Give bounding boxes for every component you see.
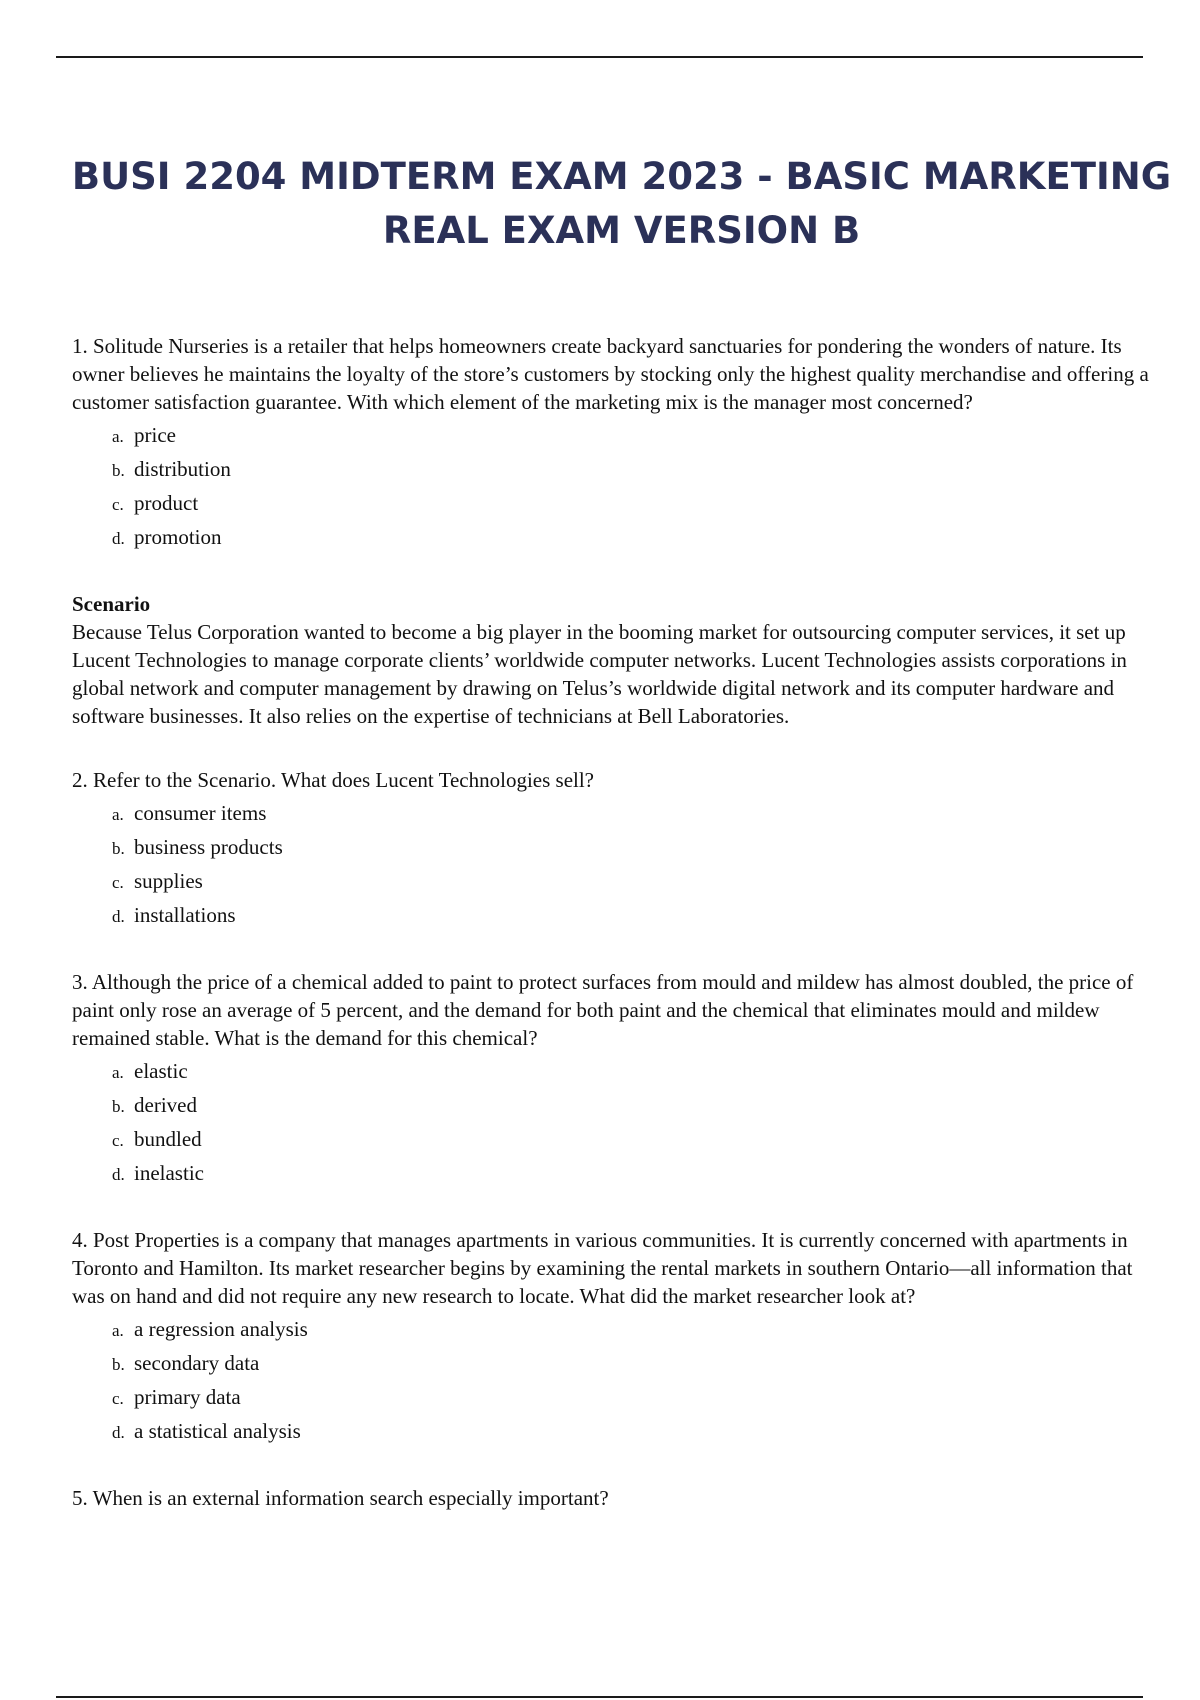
question-4: [72, 1226, 1162, 1448]
question-stem: 3. Although the price of a chemical added to paint to protect surfaces from mould and mildew has almost doubled, the price of paint only rose an average of 5 percent, and the demand for both paint and the chemical that eliminates mould and mildew remained stable. What is the demand for this chemical?: [72, 970, 1134, 1050]
question-stem: 4. Post Properties is a company that manages apartments in various communities. It is currently concerned with apartments in Toronto and Hamilton. Its market researcher begins by examining the rental markets in southern Ontario—all information that was on hand and did not require any new research to locate. What did the market researcher look at?: [72, 1228, 1133, 1308]
question-stem: 2. Refer to the Scenario. What does Lucent Technologies sell?: [72, 768, 595, 792]
answer-option: [112, 520, 1162, 554]
answer-options: [72, 1054, 1162, 1190]
option-letter: d.: [112, 907, 125, 926]
option-text: consumer items: [134, 801, 267, 825]
answer-option: [112, 1156, 1162, 1190]
question-stem: 5. When is an external information search especially important?: [72, 1486, 609, 1510]
option-text: product: [134, 491, 199, 515]
option-letter: b.: [112, 461, 125, 480]
answer-option: [112, 418, 1162, 452]
answer-option: [112, 830, 1162, 864]
option-text: elastic: [134, 1059, 188, 1083]
option-letter: a.: [112, 427, 124, 446]
option-letter: d.: [112, 1423, 125, 1442]
option-text: supplies: [134, 869, 203, 893]
option-letter: c.: [112, 1131, 124, 1150]
option-letter: b.: [112, 1355, 125, 1374]
option-letter: a.: [112, 1063, 124, 1082]
answer-option: [112, 1380, 1162, 1414]
footer-rule: [56, 1696, 1143, 1698]
answer-option: [112, 1346, 1162, 1380]
option-text: installations: [134, 903, 236, 927]
option-letter: c.: [112, 1389, 124, 1408]
answer-option: [112, 1088, 1162, 1122]
question-3: [72, 968, 1162, 1190]
option-text: a regression analysis: [134, 1317, 308, 1341]
option-text: secondary data: [134, 1351, 260, 1375]
option-text: derived: [134, 1093, 197, 1117]
exam-content: [72, 332, 1162, 1548]
page-title: [0, 150, 1200, 258]
option-letter: a.: [112, 805, 124, 824]
option-letter: b.: [112, 1097, 125, 1116]
answer-option: [112, 1122, 1162, 1156]
option-letter: c.: [112, 873, 124, 892]
answer-options: [72, 796, 1162, 932]
answer-option: [112, 1054, 1162, 1088]
option-text: inelastic: [134, 1161, 204, 1185]
question-5: [72, 1484, 1162, 1512]
answer-options: [72, 1312, 1162, 1448]
answer-options: [72, 418, 1162, 554]
option-text: bundled: [134, 1127, 202, 1151]
option-letter: d.: [112, 1165, 125, 1184]
option-text: price: [134, 423, 176, 447]
answer-option: [112, 864, 1162, 898]
title-line-1: BUSI 2204 MIDTERM EXAM 2023 - BASIC MARKETING: [71, 155, 1172, 198]
option-letter: c.: [112, 495, 124, 514]
option-text: promotion: [134, 525, 222, 549]
option-letter: b.: [112, 839, 125, 858]
question-1: [72, 332, 1162, 554]
option-text: business products: [134, 835, 283, 859]
option-text: a statistical analysis: [134, 1419, 301, 1443]
header-rule: [56, 56, 1143, 58]
question-2: [72, 766, 1162, 932]
option-text: distribution: [134, 457, 231, 481]
scenario: [72, 590, 1162, 730]
answer-option: [112, 452, 1162, 486]
scenario-heading: Scenario: [72, 592, 151, 616]
answer-option: [112, 796, 1162, 830]
option-letter: a.: [112, 1321, 124, 1340]
answer-option: [112, 1312, 1162, 1346]
title-line-2: REAL EXAM VERSION B: [382, 209, 861, 252]
answer-option: [112, 486, 1162, 520]
option-text: primary data: [134, 1385, 241, 1409]
scenario-text: Because Telus Corporation wanted to become a big player in the booming market for outsourcing computer services, it set up Lucent Technologies to manage corporate clients’ worldwide computer networks. Lucent Technologies assists corporations in global network and computer management by drawing on Telus’s worldwide digital network and its computer hardware and software businesses. It also relies on the expertise of technicians at Bell Laboratories.: [72, 620, 1127, 728]
option-letter: d.: [112, 529, 125, 548]
question-stem: 1. Solitude Nurseries is a retailer that helps homeowners create backyard sanctuaries for pondering the wonders of nature. Its owner believes he maintains the loyalty of the store’s customers by stocking only the highest quality merchandise and offering a customer satisfaction guarantee. With which element of the marketing mix is the manager most concerned?: [72, 334, 1149, 414]
answer-option: [112, 1414, 1162, 1448]
answer-option: [112, 898, 1162, 932]
